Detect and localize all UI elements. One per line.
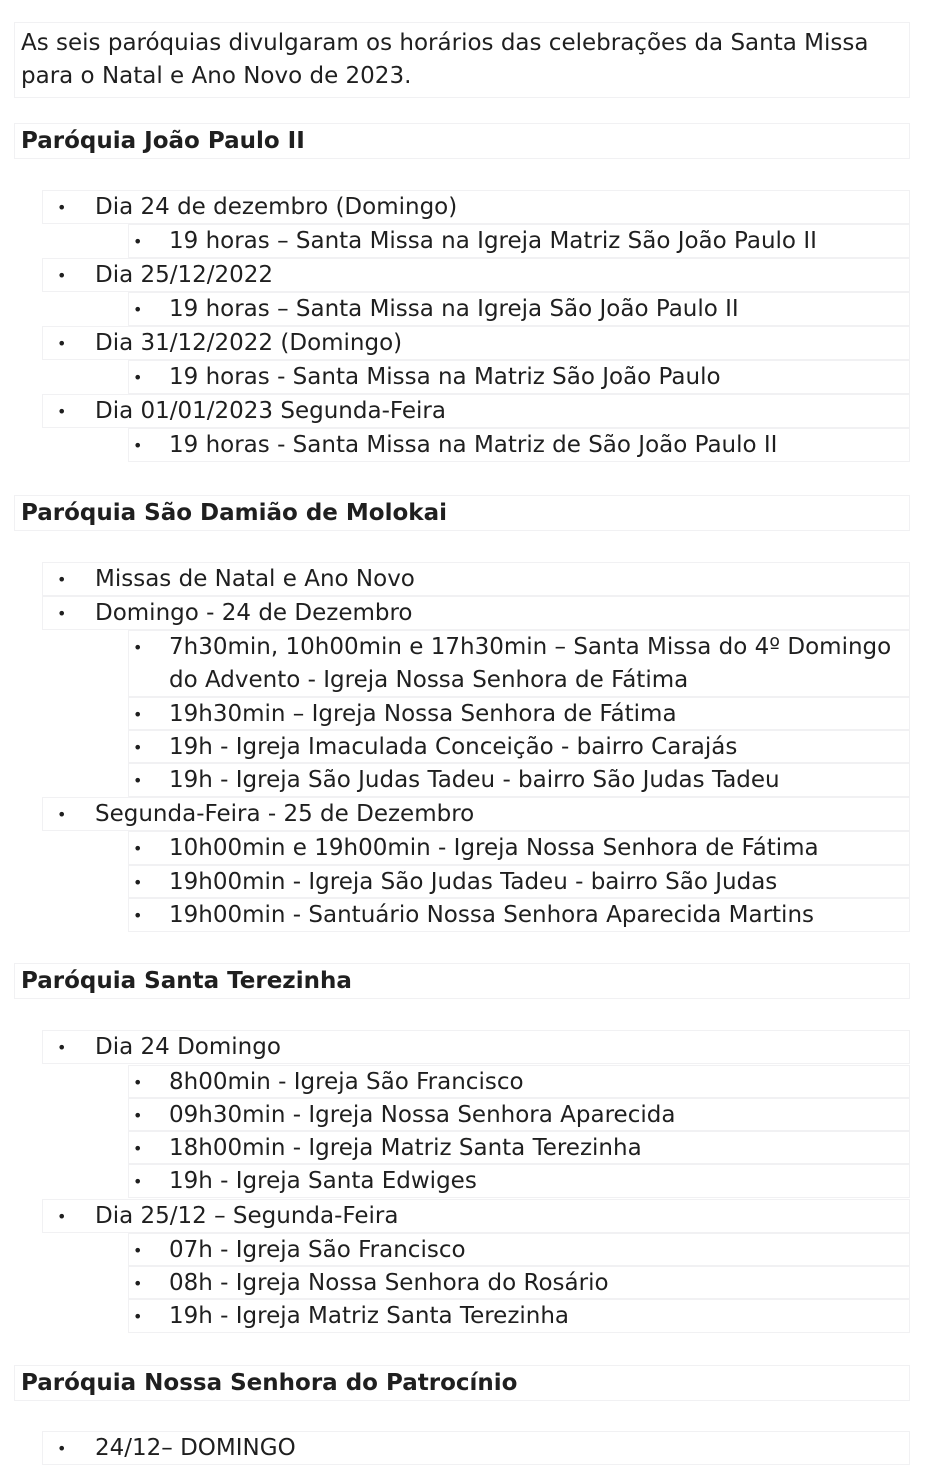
bullet-glyph: •: [133, 638, 143, 657]
bullet-glyph: •: [133, 300, 143, 319]
bullet-glyph: •: [133, 873, 143, 892]
sub-list-item: [128, 630, 910, 697]
bullet-glyph: •: [57, 402, 67, 421]
sub-list-item: [128, 697, 910, 730]
sub-list-item-label: 19h00min - Igreja São Judas Tadeu - bairro São Judas: [169, 869, 778, 895]
sub-list-item: [128, 1131, 910, 1164]
sub-list-item-label: 19 horas - Santa Missa na Matriz de São João Paulo II: [169, 432, 778, 458]
sub-list-item-label: 7h30min, 10h00min e 17h30min – Santa Missa do 4º Domingo do Advento - Igreja Nossa Senhora de Fátima: [169, 634, 892, 693]
sub-list-item-label: 19h - Igreja Imaculada Conceição - bairro Carajás: [169, 734, 738, 760]
list-item: [42, 326, 910, 360]
bullet-glyph: •: [57, 604, 67, 623]
list-item-label: Dia 25/12/2022: [95, 262, 274, 288]
sub-list-item: [128, 1299, 910, 1333]
sub-list-item-label: 10h00min e 19h00min - Igreja Nossa Senhora de Fátima: [169, 835, 819, 861]
bullet-glyph: •: [57, 1038, 67, 1057]
sub-list-item-label: 09h30min - Igreja Nossa Senhora Aparecida: [169, 1102, 676, 1128]
sub-list-item: [128, 898, 910, 932]
sub-list-item: [128, 1098, 910, 1131]
sub-list-item: [128, 730, 910, 763]
sub-list-item-label: 19h - Igreja Matriz Santa Terezinha: [169, 1303, 570, 1329]
bullet-glyph: •: [57, 1439, 67, 1458]
sub-list-item-label: 19 horas – Santa Missa na Igreja Matriz São João Paulo II: [169, 228, 817, 254]
sub-list-item-label: 19 horas - Santa Missa na Matriz São João Paulo: [169, 364, 721, 390]
list-item-label: Dia 01/01/2023 Segunda-Feira: [95, 398, 446, 424]
bullet-glyph: •: [133, 232, 143, 251]
sub-list-item: [128, 763, 910, 797]
section-heading: Paróquia Santa Terezinha: [14, 963, 910, 999]
list-item: [42, 1030, 910, 1064]
bullet-glyph: •: [57, 198, 67, 217]
list-item-label: Missas de Natal e Ano Novo: [95, 566, 415, 592]
bullet-glyph: •: [133, 436, 143, 455]
bullet-glyph: •: [133, 1172, 143, 1191]
sub-list-item-label: 8h00min - Igreja São Francisco: [169, 1069, 524, 1095]
bullet-glyph: •: [57, 334, 67, 353]
list-item-label: 24/12– DOMINGO: [95, 1435, 296, 1461]
sub-list-item-label: 07h - Igreja São Francisco: [169, 1237, 466, 1263]
list-item-label: Dia 24 Domingo: [95, 1034, 281, 1060]
list-item-label: Dia 25/12 – Segunda-Feira: [95, 1203, 399, 1229]
section-heading: Paróquia João Paulo II: [14, 123, 910, 159]
bullet-glyph: •: [57, 570, 67, 589]
bullet-glyph: •: [57, 805, 67, 824]
bullet-glyph: •: [133, 906, 143, 925]
bullet-glyph: •: [133, 1241, 143, 1260]
sub-list-item: [128, 1266, 910, 1299]
list-item: [42, 258, 910, 292]
list-item: [42, 190, 910, 224]
list-item: [42, 1199, 910, 1233]
sub-list-item-label: 19h00min - Santuário Nossa Senhora Aparecida Martins: [169, 902, 815, 928]
list-item-label: Domingo - 24 de Dezembro: [95, 600, 413, 626]
list-item-label: Dia 31/12/2022 (Domingo): [95, 330, 403, 356]
sub-list-item: [128, 831, 910, 865]
sub-list-item: [128, 360, 910, 394]
section-heading: Paróquia São Damião de Molokai: [14, 495, 910, 531]
sub-list-item-label: 19h30min – Igreja Nossa Senhora de Fátima: [169, 701, 677, 727]
sub-list-item: [128, 865, 910, 898]
list-item: [42, 797, 910, 831]
list-item-label: Segunda-Feira - 25 de Dezembro: [95, 801, 475, 827]
list-item: [42, 394, 910, 428]
sub-list-item-label: 19 horas – Santa Missa na Igreja São João Paulo II: [169, 296, 739, 322]
sub-list-item-label: 19h - Igreja São Judas Tadeu - bairro São Judas Tadeu: [169, 767, 780, 793]
list-item: [42, 562, 910, 596]
bullet-glyph: •: [133, 771, 143, 790]
bullet-glyph: •: [133, 1307, 143, 1326]
sub-list-item-label: 19h - Igreja Santa Edwiges: [169, 1168, 477, 1194]
sub-list-item: [128, 1164, 910, 1198]
bullet-glyph: •: [133, 1073, 143, 1092]
sub-list-item-label: 08h - Igreja Nossa Senhora do Rosário: [169, 1270, 609, 1296]
bullet-glyph: •: [133, 705, 143, 724]
sub-list-item: [128, 292, 910, 326]
bullet-glyph: •: [133, 1106, 143, 1125]
intro-paragraph: As seis paróquias divulgaram os horários das celebrações da Santa Missa para o Natal e Ano Novo de 2023.: [14, 22, 910, 98]
sub-list-item-label: 18h00min - Igreja Matriz Santa Terezinha: [169, 1135, 642, 1161]
bullet-glyph: •: [57, 1207, 67, 1226]
sub-list-item: [128, 1065, 910, 1098]
list-item: [42, 596, 910, 630]
bullet-glyph: •: [133, 738, 143, 757]
sub-list-item: [128, 1233, 910, 1266]
bullet-glyph: •: [133, 1139, 143, 1158]
list-item-label: Dia 24 de dezembro (Domingo): [95, 194, 458, 220]
sub-list-item: [128, 224, 910, 258]
list-item: [42, 1431, 910, 1465]
bullet-glyph: •: [133, 839, 143, 858]
bullet-glyph: •: [133, 368, 143, 387]
bullet-glyph: •: [57, 266, 67, 285]
bullet-glyph: •: [133, 1274, 143, 1293]
sub-list-item: [128, 428, 910, 462]
section-heading: Paróquia Nossa Senhora do Patrocínio: [14, 1365, 910, 1401]
